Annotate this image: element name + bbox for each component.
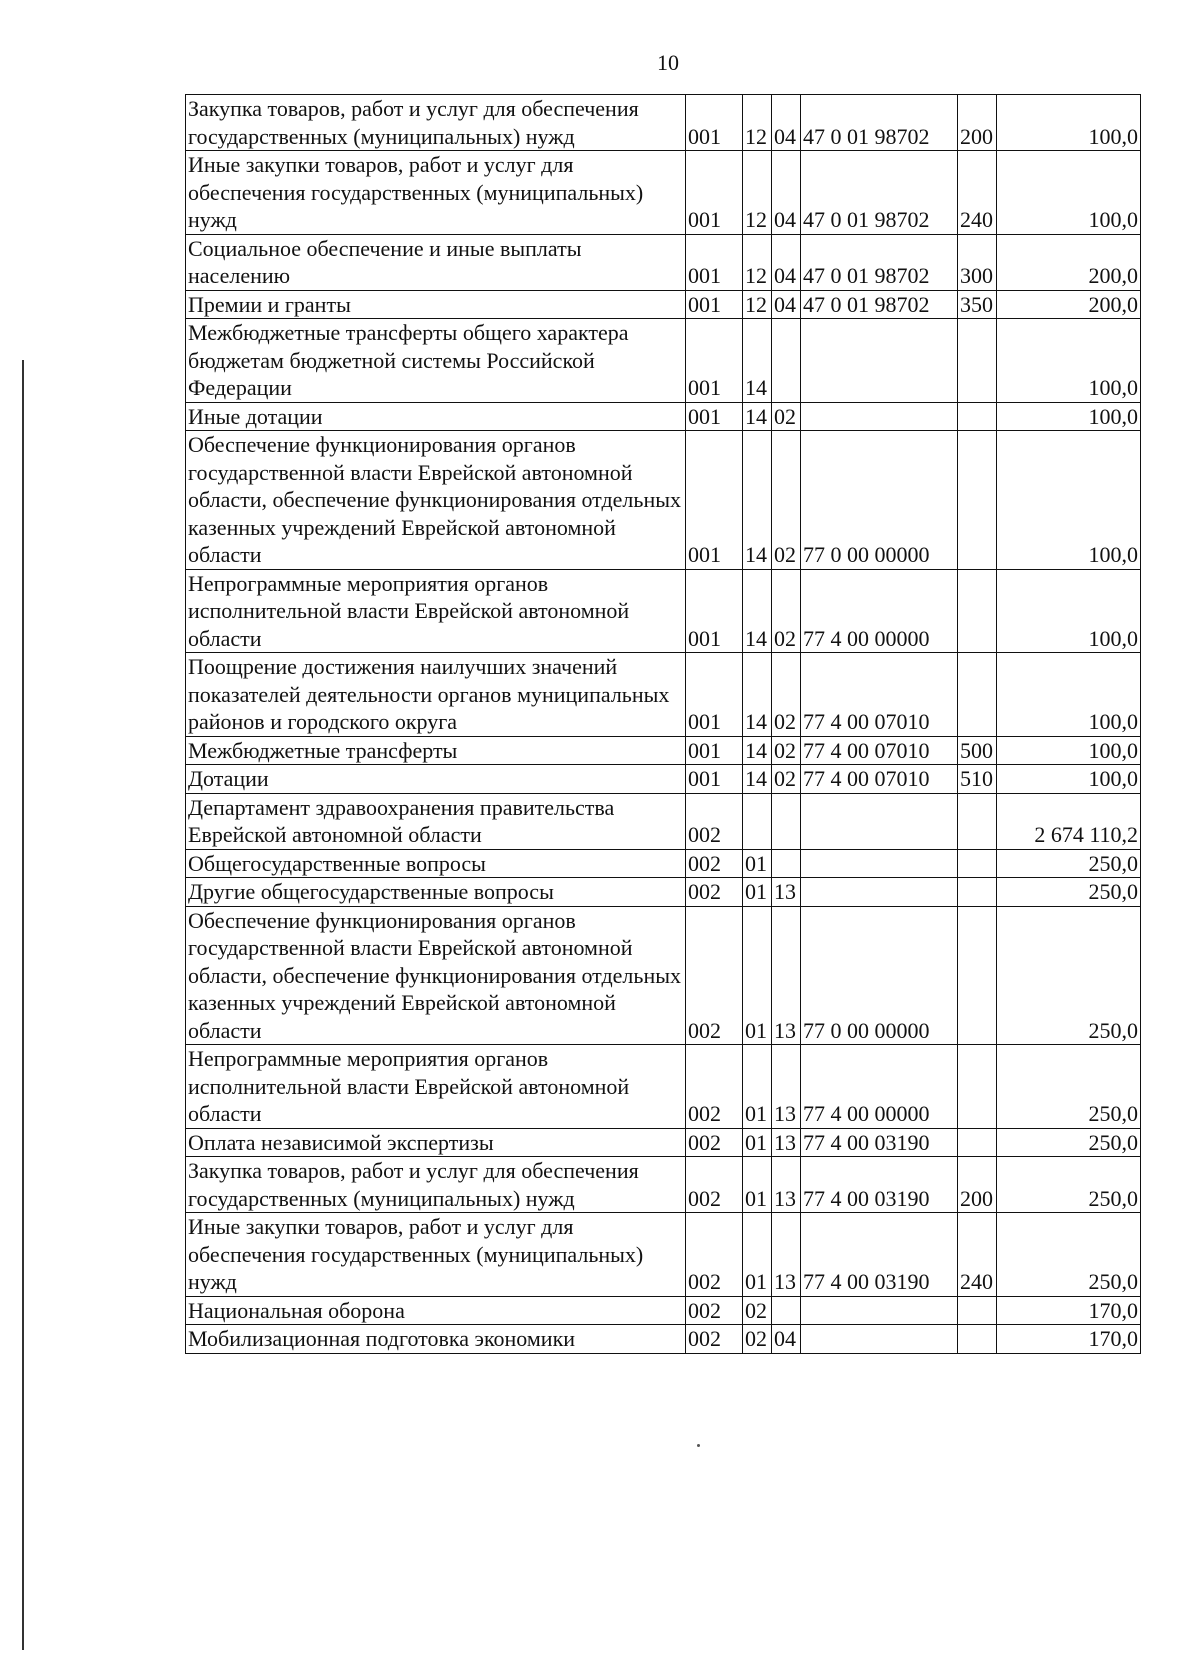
subsection-code-cell: 13 (772, 1045, 801, 1129)
amount-cell: 100,0 (997, 653, 1141, 737)
section-code-cell: 14 (743, 653, 772, 737)
subsection-code-cell: 04 (772, 95, 801, 151)
subsection-code-cell: 04 (772, 1325, 801, 1354)
table-row (186, 402, 1141, 431)
amount-cell: 250,0 (997, 906, 1141, 1045)
section-code-cell: 01 (743, 1157, 772, 1213)
grbs-code-cell: 002 (686, 1296, 743, 1325)
grbs-code-cell: 002 (686, 1325, 743, 1354)
grbs-code-cell: 002 (686, 878, 743, 907)
subsection-code-cell: 02 (772, 569, 801, 653)
table-row (186, 151, 1141, 235)
table-row (186, 319, 1141, 403)
grbs-code-cell: 002 (686, 793, 743, 849)
target-article-cell: 47 0 01 98702 (801, 234, 958, 290)
section-code-cell (743, 793, 772, 849)
section-code-cell: 14 (743, 319, 772, 403)
subsection-code-cell: 13 (772, 1157, 801, 1213)
table-row (186, 878, 1141, 907)
section-code-cell: 01 (743, 906, 772, 1045)
target-article-cell (801, 319, 958, 403)
row-name-cell: Иные закупки товаров, работ и услуг для обеспечения государственных (муниципальных) нужд (186, 1213, 686, 1297)
target-article-cell: 77 4 00 00000 (801, 569, 958, 653)
target-article-cell (801, 1296, 958, 1325)
target-article-cell (801, 849, 958, 878)
grbs-code-cell: 001 (686, 151, 743, 235)
row-name-cell: Социальное обеспечение и иные выплаты населению (186, 234, 686, 290)
section-code-cell: 01 (743, 878, 772, 907)
target-article-cell: 77 4 00 07010 (801, 653, 958, 737)
subsection-code-cell: 04 (772, 234, 801, 290)
target-article-cell: 77 4 00 03190 (801, 1213, 958, 1297)
section-code-cell: 02 (743, 1325, 772, 1354)
row-name-cell: Межбюджетные трансферты (186, 736, 686, 765)
section-code-cell: 12 (743, 95, 772, 151)
expense-type-cell: 240 (958, 1213, 997, 1297)
row-name-cell: Закупка товаров, работ и услуг для обеспечения государственных (муниципальных) нужд (186, 95, 686, 151)
row-name-cell: Премии и гранты (186, 290, 686, 319)
amount-cell: 100,0 (997, 151, 1141, 235)
subsection-code-cell: 04 (772, 290, 801, 319)
table-row (186, 1296, 1141, 1325)
target-article-cell: 77 0 00 00000 (801, 906, 958, 1045)
target-article-cell: 77 4 00 03190 (801, 1128, 958, 1157)
target-article-cell (801, 793, 958, 849)
target-article-cell (801, 1325, 958, 1354)
grbs-code-cell: 001 (686, 319, 743, 403)
table-row (186, 431, 1141, 570)
amount-cell: 100,0 (997, 431, 1141, 570)
row-name-cell: Поощрение достижения наилучших значений показателей деятельности органов муниципальных районов и городского округа (186, 653, 686, 737)
amount-cell: 250,0 (997, 849, 1141, 878)
expense-type-cell (958, 1045, 997, 1129)
row-name-cell: Национальная оборона (186, 1296, 686, 1325)
table-row (186, 1045, 1141, 1129)
table-row (186, 1325, 1141, 1354)
expense-type-cell: 200 (958, 95, 997, 151)
amount-cell: 100,0 (997, 569, 1141, 653)
grbs-code-cell: 002 (686, 1213, 743, 1297)
expense-type-cell (958, 878, 997, 907)
section-code-cell: 01 (743, 1128, 772, 1157)
target-article-cell: 47 0 01 98702 (801, 95, 958, 151)
amount-cell: 250,0 (997, 1157, 1141, 1213)
grbs-code-cell: 001 (686, 765, 743, 794)
budget-table (185, 94, 1141, 1354)
subsection-code-cell (772, 1296, 801, 1325)
row-name-cell: Дотации (186, 765, 686, 794)
section-code-cell: 12 (743, 151, 772, 235)
grbs-code-cell: 001 (686, 402, 743, 431)
amount-cell: 100,0 (997, 402, 1141, 431)
expense-type-cell (958, 1325, 997, 1354)
amount-cell: 250,0 (997, 878, 1141, 907)
table-row (186, 849, 1141, 878)
table-row (186, 1213, 1141, 1297)
table-row (186, 906, 1141, 1045)
row-name-cell: Закупка товаров, работ и услуг для обеспечения государственных (муниципальных) нужд (186, 1157, 686, 1213)
expense-type-cell: 350 (958, 290, 997, 319)
amount-cell: 170,0 (997, 1325, 1141, 1354)
subsection-code-cell: 02 (772, 736, 801, 765)
target-article-cell: 77 4 00 03190 (801, 1157, 958, 1213)
target-article-cell: 77 4 00 07010 (801, 736, 958, 765)
expense-type-cell (958, 569, 997, 653)
grbs-code-cell: 001 (686, 95, 743, 151)
expense-type-cell: 240 (958, 151, 997, 235)
row-name-cell: Межбюджетные трансферты общего характера бюджетам бюджетной системы Российской Федерации (186, 319, 686, 403)
section-code-cell: 02 (743, 1296, 772, 1325)
amount-cell: 100,0 (997, 765, 1141, 794)
expense-type-cell (958, 849, 997, 878)
row-name-cell: Обеспечение функционирования органов государственной власти Еврейской автономной области, обеспечение функционирования отдельных казенных учреждений Еврейской автономной области (186, 431, 686, 570)
table-row (186, 793, 1141, 849)
amount-cell: 250,0 (997, 1213, 1141, 1297)
target-article-cell: 47 0 01 98702 (801, 290, 958, 319)
expense-type-cell: 500 (958, 736, 997, 765)
expense-type-cell (958, 1296, 997, 1325)
margin-scan-line (22, 360, 24, 1650)
scan-dot (697, 1444, 700, 1447)
target-article-cell (801, 402, 958, 431)
table-row (186, 1157, 1141, 1213)
amount-cell: 250,0 (997, 1045, 1141, 1129)
amount-cell: 200,0 (997, 234, 1141, 290)
target-article-cell: 47 0 01 98702 (801, 151, 958, 235)
grbs-code-cell: 001 (686, 431, 743, 570)
section-code-cell: 12 (743, 234, 772, 290)
expense-type-cell (958, 431, 997, 570)
section-code-cell: 14 (743, 736, 772, 765)
grbs-code-cell: 002 (686, 1045, 743, 1129)
subsection-code-cell: 13 (772, 1128, 801, 1157)
table-row (186, 736, 1141, 765)
target-article-cell (801, 878, 958, 907)
amount-cell: 100,0 (997, 319, 1141, 403)
section-code-cell: 01 (743, 1213, 772, 1297)
subsection-code-cell: 13 (772, 906, 801, 1045)
expense-type-cell (958, 402, 997, 431)
section-code-cell: 01 (743, 849, 772, 878)
grbs-code-cell: 001 (686, 234, 743, 290)
section-code-cell: 14 (743, 431, 772, 570)
row-name-cell: Департамент здравоохранения правительства Еврейской автономной области (186, 793, 686, 849)
amount-cell: 200,0 (997, 290, 1141, 319)
expense-type-cell (958, 653, 997, 737)
expense-type-cell (958, 1128, 997, 1157)
row-name-cell: Обеспечение функционирования органов государственной власти Еврейской автономной области, обеспечение функционирования отдельных казенных учреждений Еврейской автономной области (186, 906, 686, 1045)
table-row (186, 1128, 1141, 1157)
grbs-code-cell: 002 (686, 849, 743, 878)
subsection-code-cell: 04 (772, 151, 801, 235)
subsection-code-cell: 02 (772, 431, 801, 570)
row-name-cell: Оплата независимой экспертизы (186, 1128, 686, 1157)
table-row (186, 765, 1141, 794)
amount-cell: 100,0 (997, 95, 1141, 151)
subsection-code-cell: 02 (772, 765, 801, 794)
subsection-code-cell: 13 (772, 878, 801, 907)
row-name-cell: Иные закупки товаров, работ и услуг для обеспечения государственных (муниципальных) нужд (186, 151, 686, 235)
expense-type-cell (958, 906, 997, 1045)
target-article-cell: 77 0 00 00000 (801, 431, 958, 570)
section-code-cell: 14 (743, 765, 772, 794)
expense-type-cell: 200 (958, 1157, 997, 1213)
grbs-code-cell: 001 (686, 736, 743, 765)
subsection-code-cell (772, 849, 801, 878)
amount-cell: 250,0 (997, 1128, 1141, 1157)
subsection-code-cell: 13 (772, 1213, 801, 1297)
section-code-cell: 01 (743, 1045, 772, 1129)
grbs-code-cell: 002 (686, 1128, 743, 1157)
page-number: 10 (657, 50, 679, 75)
subsection-code-cell: 02 (772, 402, 801, 431)
target-article-cell: 77 4 00 07010 (801, 765, 958, 794)
table-row (186, 569, 1141, 653)
grbs-code-cell: 002 (686, 1157, 743, 1213)
grbs-code-cell: 001 (686, 290, 743, 319)
table-row (186, 653, 1141, 737)
section-code-cell: 14 (743, 402, 772, 431)
row-name-cell: Мобилизационная подготовка экономики (186, 1325, 686, 1354)
expense-type-cell: 510 (958, 765, 997, 794)
amount-cell: 100,0 (997, 736, 1141, 765)
grbs-code-cell: 002 (686, 906, 743, 1045)
expense-type-cell (958, 319, 997, 403)
subsection-code-cell (772, 793, 801, 849)
row-name-cell: Иные дотации (186, 402, 686, 431)
target-article-cell: 77 4 00 00000 (801, 1045, 958, 1129)
expense-type-cell: 300 (958, 234, 997, 290)
table-row (186, 234, 1141, 290)
grbs-code-cell: 001 (686, 569, 743, 653)
expense-type-cell (958, 793, 997, 849)
table-row (186, 95, 1141, 151)
amount-cell: 170,0 (997, 1296, 1141, 1325)
amount-cell: 2 674 110,2 (997, 793, 1141, 849)
row-name-cell: Непрограммные мероприятия органов исполнительной власти Еврейской автономной области (186, 1045, 686, 1129)
row-name-cell: Другие общегосударственные вопросы (186, 878, 686, 907)
section-code-cell: 12 (743, 290, 772, 319)
subsection-code-cell (772, 319, 801, 403)
subsection-code-cell: 02 (772, 653, 801, 737)
table-row (186, 290, 1141, 319)
row-name-cell: Общегосударственные вопросы (186, 849, 686, 878)
row-name-cell: Непрограммные мероприятия органов исполнительной власти Еврейской автономной области (186, 569, 686, 653)
section-code-cell: 14 (743, 569, 772, 653)
grbs-code-cell: 001 (686, 653, 743, 737)
